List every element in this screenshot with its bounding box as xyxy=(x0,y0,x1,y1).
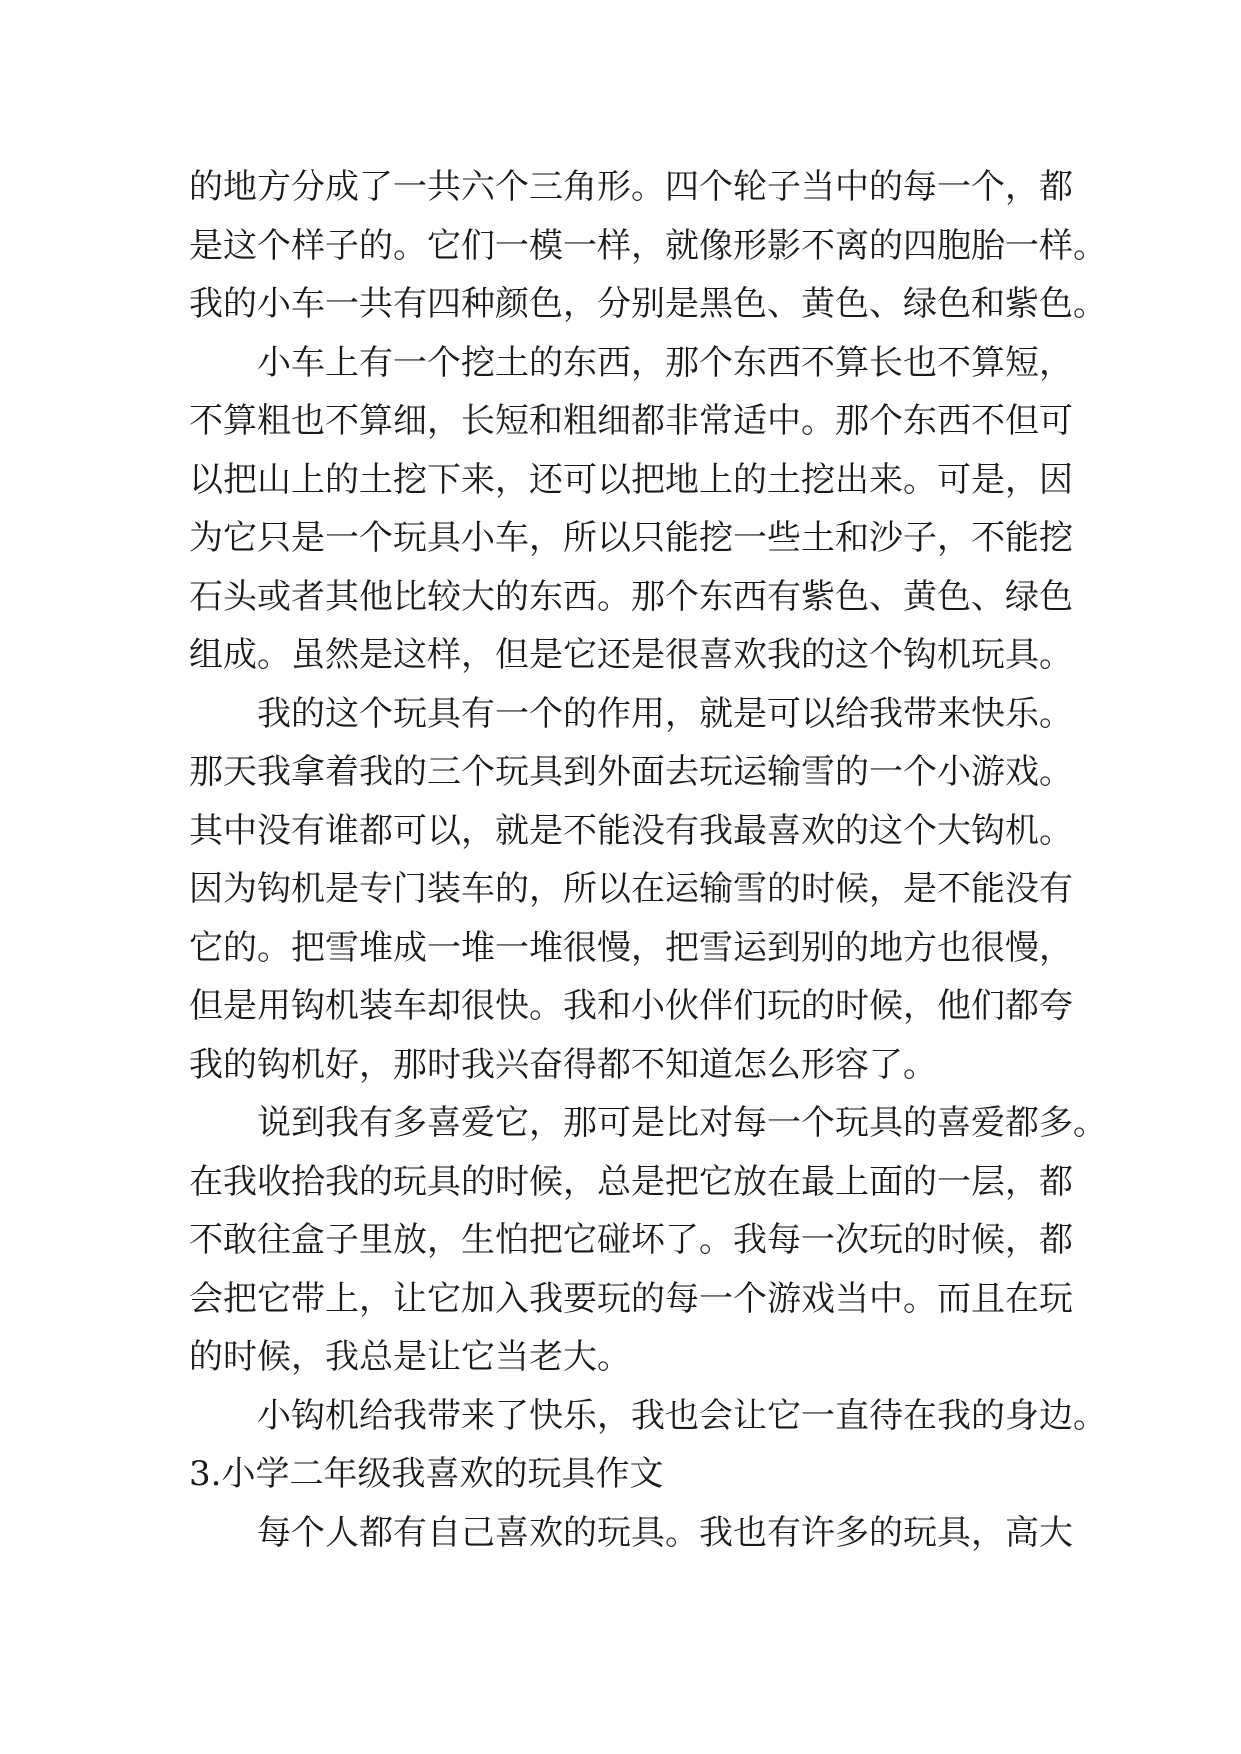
text-line: 那天我拿着我的三个玩具到外面去玩运输雪的一个小游戏。 xyxy=(189,752,1073,792)
text-line: 我的这个玩具有一个的作用，就是可以给我带来快乐。 xyxy=(257,693,1073,734)
text-line: 它的。把雪堆成一堆一堆很慢，把雪运到别的地方也很慢， xyxy=(189,927,1073,968)
text-line: 但是用钩机装车却很快。我和小伙伴们玩的时候，他们都夸 xyxy=(189,986,1073,1026)
text-line: 小车上有一个挖土的东西，那个东西不算长也不算短， xyxy=(257,342,1073,383)
section-heading: 3.小学二年级我喜欢的玩具作文 xyxy=(189,1454,664,1494)
text-line: 说到我有多喜爱它，那可是比对每一个玩具的喜爱都多。 xyxy=(257,1103,1107,1143)
text-line: 的时候，我总是让它当老大。 xyxy=(189,1337,631,1377)
text-line: 为它只是一个玩具小车，所以只能挖一些土和沙子，不能挖 xyxy=(189,518,1073,558)
text-line: 小钩机给我带来了快乐，我也会让它一直待在我的身边。 xyxy=(257,1395,1107,1436)
text-line: 每个人都有自己喜欢的玩具。我也有许多的玩具，高大 xyxy=(257,1512,1073,1553)
text-line: 因为钩机是专门装车的，所以在运输雪的时候，是不能没有 xyxy=(189,869,1073,909)
text-line: 石头或者其他比较大的东西。那个东西有紫色、黄色、绿色 xyxy=(189,576,1073,617)
text-line: 会把它带上，让它加入我要玩的每一个游戏当中。而且在玩 xyxy=(189,1278,1073,1319)
body-text xyxy=(189,158,1107,1562)
text-line: 不算粗也不算细，长短和粗细都非常适中。那个东西不但可 xyxy=(189,401,1073,441)
text-line: 组成。虽然是这样，但是它还是很喜欢我的这个钩机玩具。 xyxy=(189,635,1073,675)
text-line: 其中没有谁都可以，就是不能没有我最喜欢的这个大钩机。 xyxy=(189,810,1073,851)
text-line: 在我收拾我的玩具的时候，总是把它放在最上面的一层，都 xyxy=(189,1161,1073,1202)
text-line: 的地方分成了一共六个三角形。四个轮子当中的每一个，都 xyxy=(189,167,1073,207)
text-line: 以把山上的土挖下来，还可以把地上的土挖出来。可是，因 xyxy=(189,459,1073,500)
text-line: 我的钩机好，那时我兴奋得都不知道怎么形容了。 xyxy=(189,1044,937,1085)
text-line: 是这个样子的。它们一模一样，就像形影不离的四胞胎一样。 xyxy=(189,225,1107,266)
text-line: 不敢往盒子里放，生怕把它碰坏了。我每一次玩的时候，都 xyxy=(189,1220,1073,1260)
text-line: 我的小车一共有四种颜色，分别是黑色、黄色、绿色和紫色。 xyxy=(189,284,1107,324)
